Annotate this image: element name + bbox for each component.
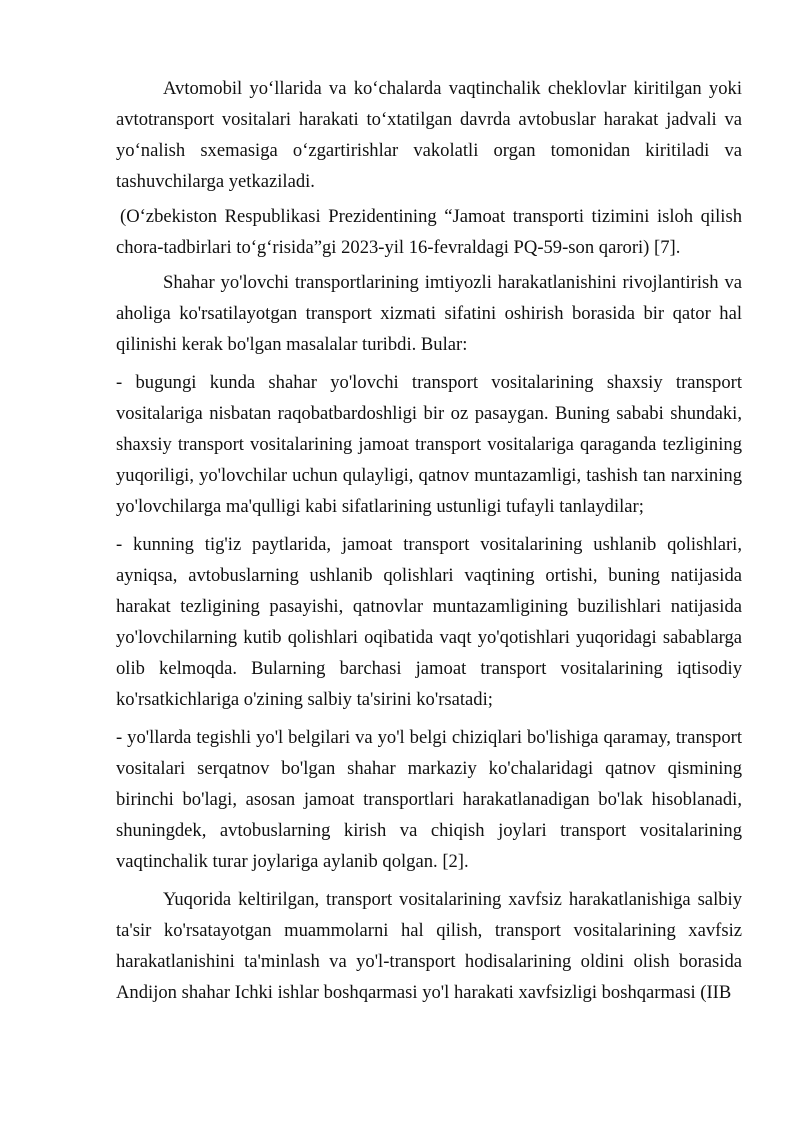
document-page: [116, 73, 742, 1008]
bullet-rush-hour-delays: - kunning tig'iz paytlarida, jamoat transport vositalarining ushlanib qolishlari, ayniqsa, avtobuslarning ushlanib qolishlari vaqtining ortishi, buning natijasida harakat tezligining pasayishi, qatnovlar muntazamligining buzilishlari natijasida yo'lovchilarning kutib qolishlari oqibatida vaqt yo'qotishlari yuqoridagi sabablarga olib kelmoqda. Bularning barchasi jamoat transport vositalarining iqtisodiy ko'rsatkichlariga o'zining salbiy ta'sirini ko'rsatadi;: [116, 534, 742, 710]
bullet-lane-usage: - yo'llarda tegishli yo'l belgilari va yo'l belgi chiziqlari bo'lishiga qaramay, transport vositalari serqatnov bo'lgan shahar markaziy ko'chalaridagi qatnov qismining birinchi bo'lagi, asosan jamoat transportlari harakatlanadigan bo'lak hisoblanadi, shuningdek, avtobuslarning kirish va chiqish joylari transport vositalarining vaqtinchalik turar joylariga aylanib qolgan. [2].: [116, 727, 742, 872]
paragraph-temporary-restrictions: Avtomobil yo‘llarida va ko‘chalarda vaqtinchalik cheklovlar kiritilgan yoki avtotransport vositalari harakati to‘xtatilgan davrda avtobuslar harakat jadvali va yo‘nalish sxemasiga o‘zgartirishlar vakolatli organ tomonidan kiritiladi va tashuvchilarga yetkaziladi.: [116, 78, 742, 192]
paragraph-decree-citation: (O‘zbekiston Respublikasi Prezidentining “Jamoat transporti tizimini isloh qilish chora-tadbirlari to‘g‘risida”gi 2023-yil 16-fevraldagi PQ-59-son qarori) [7].: [116, 206, 742, 258]
paragraph-safety-measures: Yuqorida keltirilgan, transport vositalarining xavfsiz harakatlanishiga salbiy ta'sir ko'rsatayotgan muammolarni hal qilish, transport vositalarining xavfsiz harakatlanishini ta'minlash va yo'l-transport hodisalarining oldini olish borasida Andijon shahar Ichki ishlar boshqarmasi yo'l harakati xavfsizligi boshqarmasi (IIB: [116, 889, 742, 1003]
paragraph-urban-transport-issues: Shahar yo'lovchi transportlarining imtiyozli harakatlanishini rivojlantirish va aholiga ko'rsatilayotgan transport xizmati sifatini oshirish borasida bir qator hal qilinishi kerak bo'lgan masalalar turibdi. Bular:: [116, 272, 742, 355]
bullet-competitiveness: - bugungi kunda shahar yo'lovchi transport vositalarining shaxsiy transport vositalariga nisbatan raqobatbardoshligi bir oz pasaygan. Buning sababi shundaki, shaxsiy transport vositalarining jamoat transport vositalariga qaraganda tezligining yuqoriligi, yo'lovchilar uchun qulayligi, qatnov muntazamligi, tashish tan narxining yo'lovchilarga ma'qulligi kabi sifatlarining ustunligi tufayli tanlaydilar;: [116, 372, 742, 517]
